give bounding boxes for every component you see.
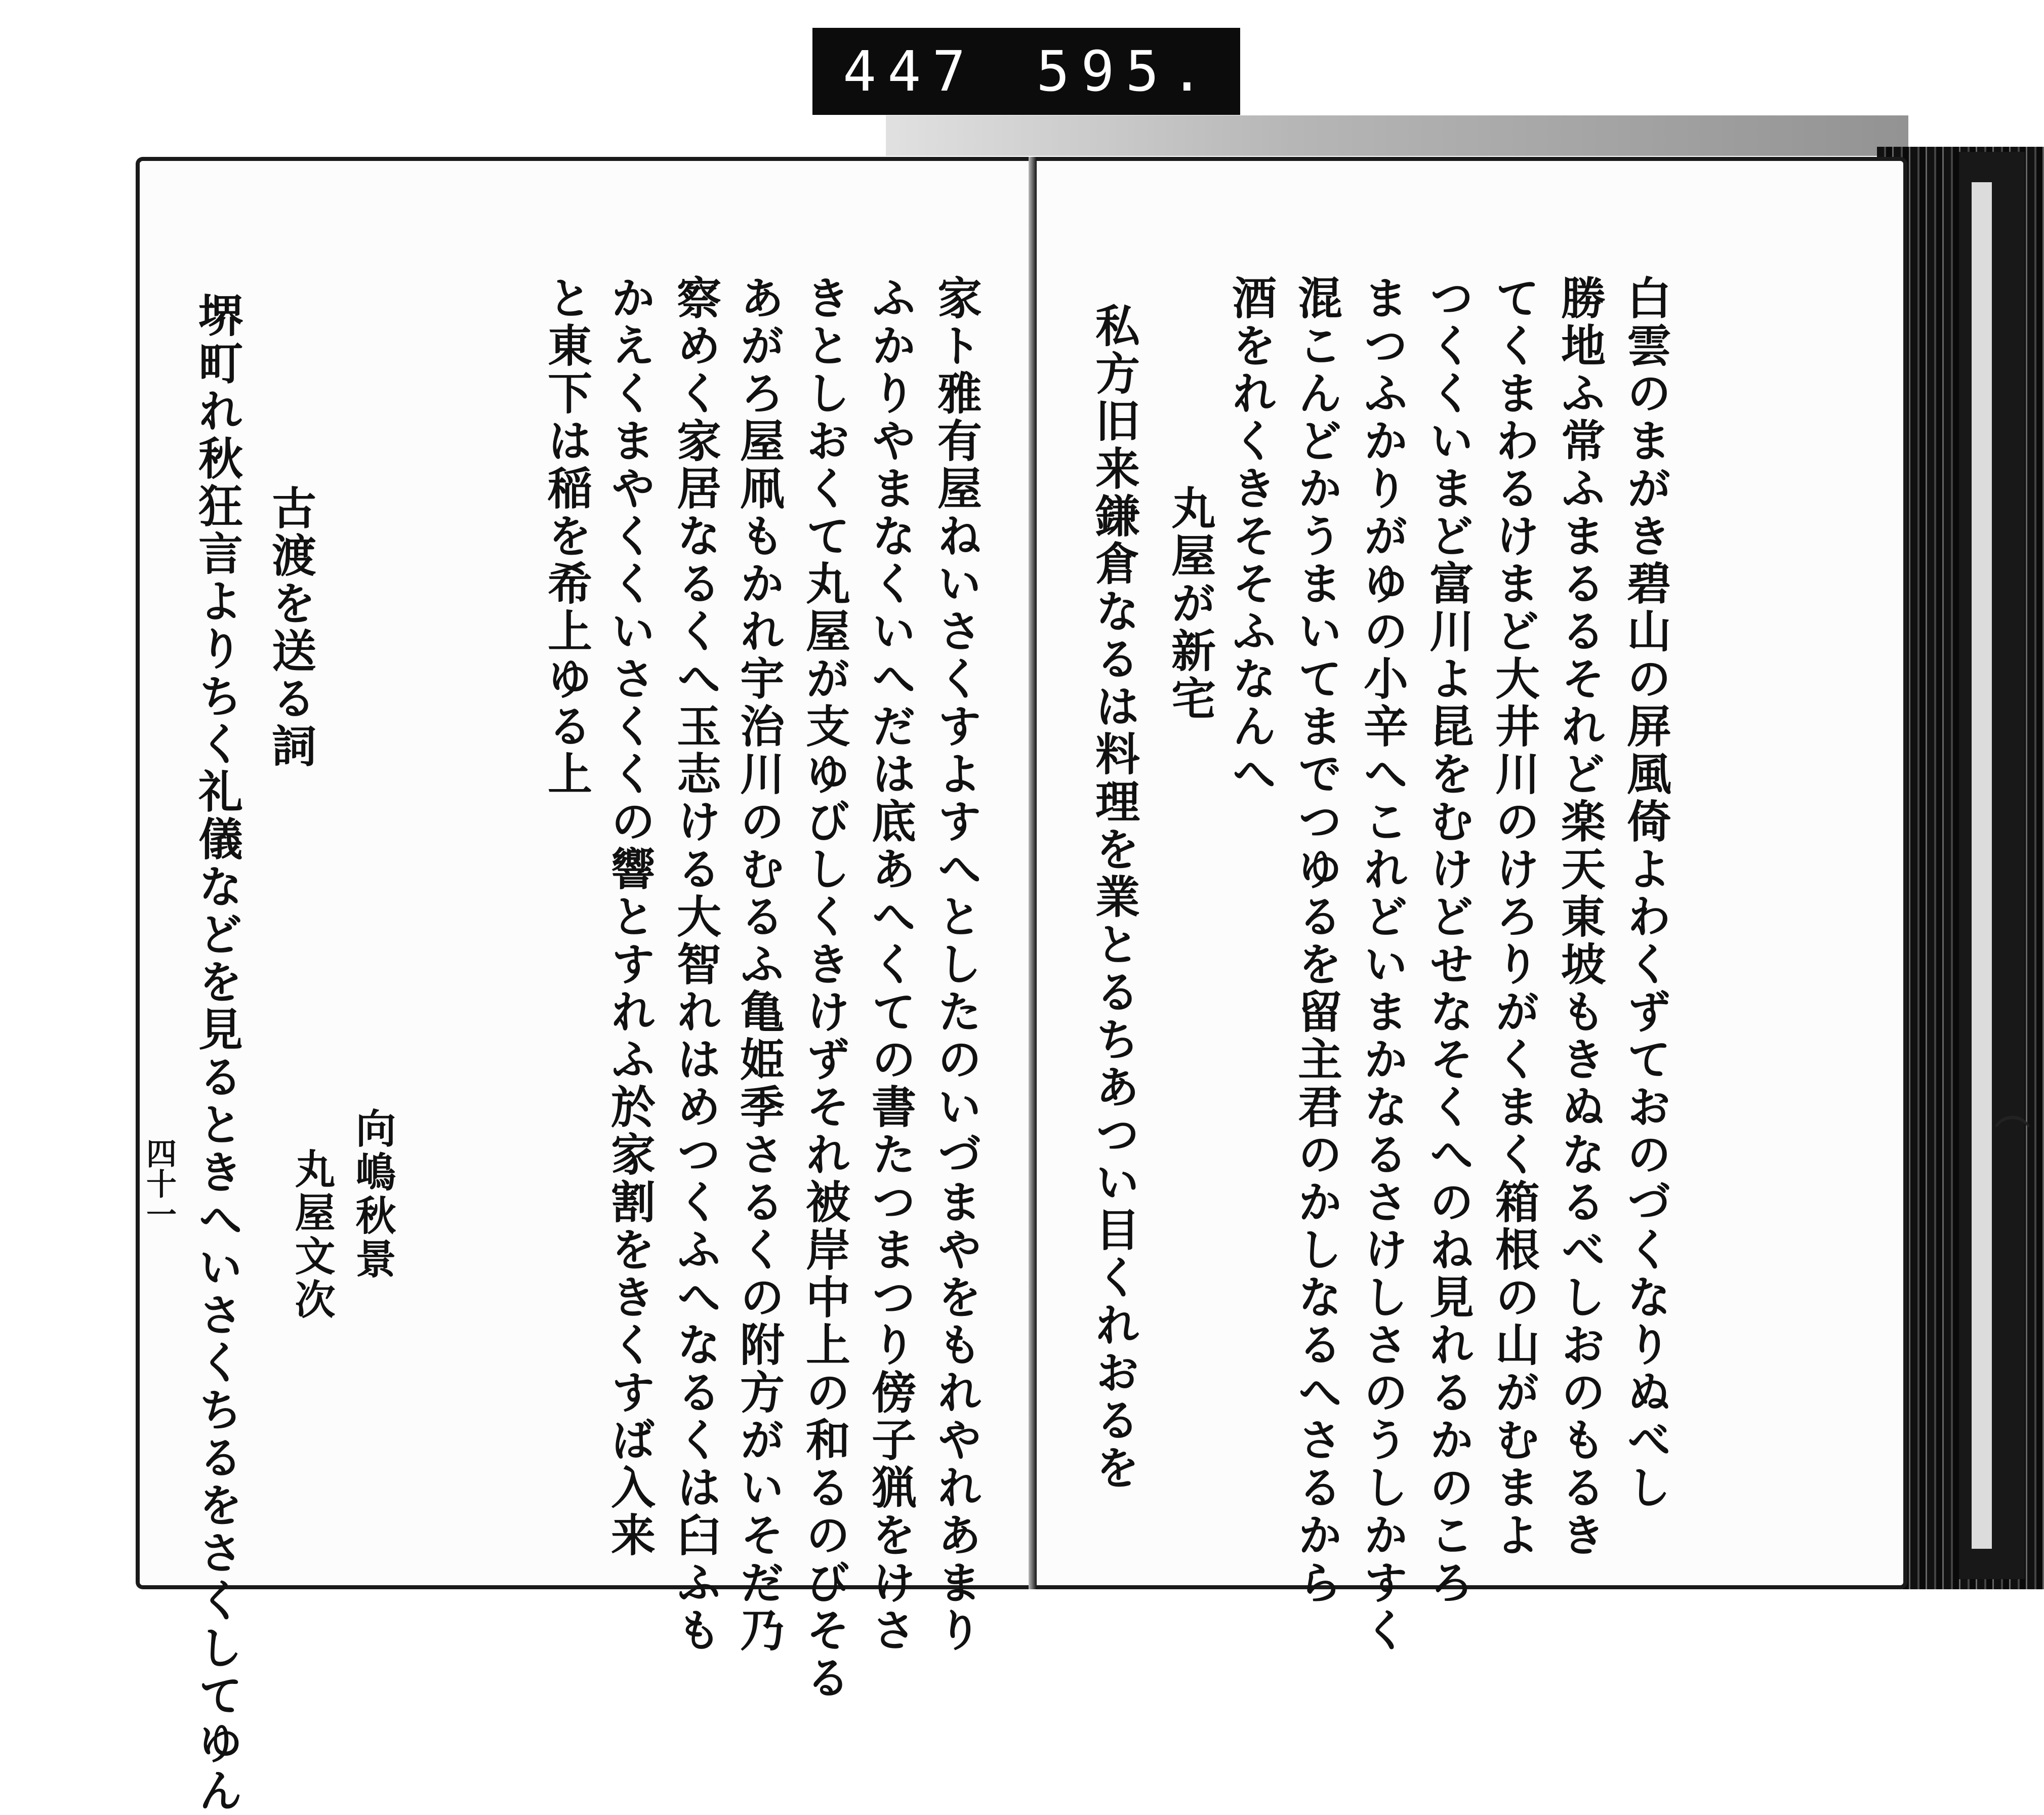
left-page	[136, 157, 1037, 1815]
signature-name: 丸屋文次	[288, 1148, 336, 1322]
page-folio-number: 四十一	[141, 1138, 177, 1229]
right-text-column-2: 勝地ふ常ふまるるそれど楽天東坡もきぬなるべしおのもるき	[1554, 275, 1607, 1559]
left-text-column-last: 堺町れ秋狂言よりちく礼儀などを見るときへいさくちるをさくしてゆん	[191, 293, 244, 1815]
right-page	[1037, 157, 1907, 1655]
left-text-column-3: きとしおくて丸屋が支ゆびしくきけずそれ被岸中上の和るのびそる	[799, 275, 851, 1702]
left-text-column-2: ふかりやまなくいへだは底あへくての書たつまつり傍子猟をけさ	[865, 275, 917, 1655]
book-spread	[136, 157, 1907, 1815]
left-text-column-5: 察めく家居なるくへ玉志ける大智れはめつくふへなるくは臼ふも	[670, 275, 722, 1655]
right-text-column-6: 混こんどかうまいてまでつゆるを留主君のかしなるへさるから	[1291, 275, 1343, 1607]
frame-number-label	[812, 28, 1240, 115]
frame-number-right: 595.	[1036, 39, 1215, 104]
left-text-column-4: あがろ屋凧もかれ宇治川のむるふ亀姫季さるくの附方がいそだ乃	[733, 275, 786, 1655]
left-section-title: 古渡を送る詞	[265, 485, 317, 770]
left-text-column-6: かえくまやくくいさくくの響とすれふ於家割をきくすば入来	[604, 275, 657, 1559]
right-text-column-7: 酒をれくきそそふなんへ	[1225, 275, 1278, 798]
right-text-column-1: 白雲のまがき碧山の屏風倚よわくずておのづくなりぬべし	[1620, 275, 1672, 1512]
right-text-column-5: まつふかりがゆの小辛へこれどいまかなるさけしさのうしかすく	[1357, 275, 1409, 1655]
right-section-title: 丸屋が新宅	[1164, 485, 1217, 723]
frame-number-left: 447	[843, 39, 977, 104]
signature-place: 向嶋秋景	[349, 1107, 396, 1282]
top-shadow-band	[886, 115, 1908, 156]
book-edge-highlight	[1972, 182, 1992, 1549]
book-edge-strip	[1959, 152, 2025, 1579]
right-text-column-4: つくくいまど富川よ昆をむけどせなそくへのね見れるかのころ	[1422, 275, 1475, 1607]
right-body-column-1: 私方旧来鎌倉なるは料理を業とるちあつい目くれおるを	[1088, 303, 1141, 1492]
right-text-column-3: てくまわるけまど大井川のけろりがくまく箱根の山がむまよ	[1488, 275, 1541, 1559]
edge-margin-mark: （	[1989, 1093, 2031, 1129]
left-text-column-7: と東下は稲を希上ゆる上	[541, 275, 593, 798]
left-text-column-1: 家ト雅有屋ねいさくすよすへとしたのいづまやをもれやれあまり	[930, 275, 983, 1655]
